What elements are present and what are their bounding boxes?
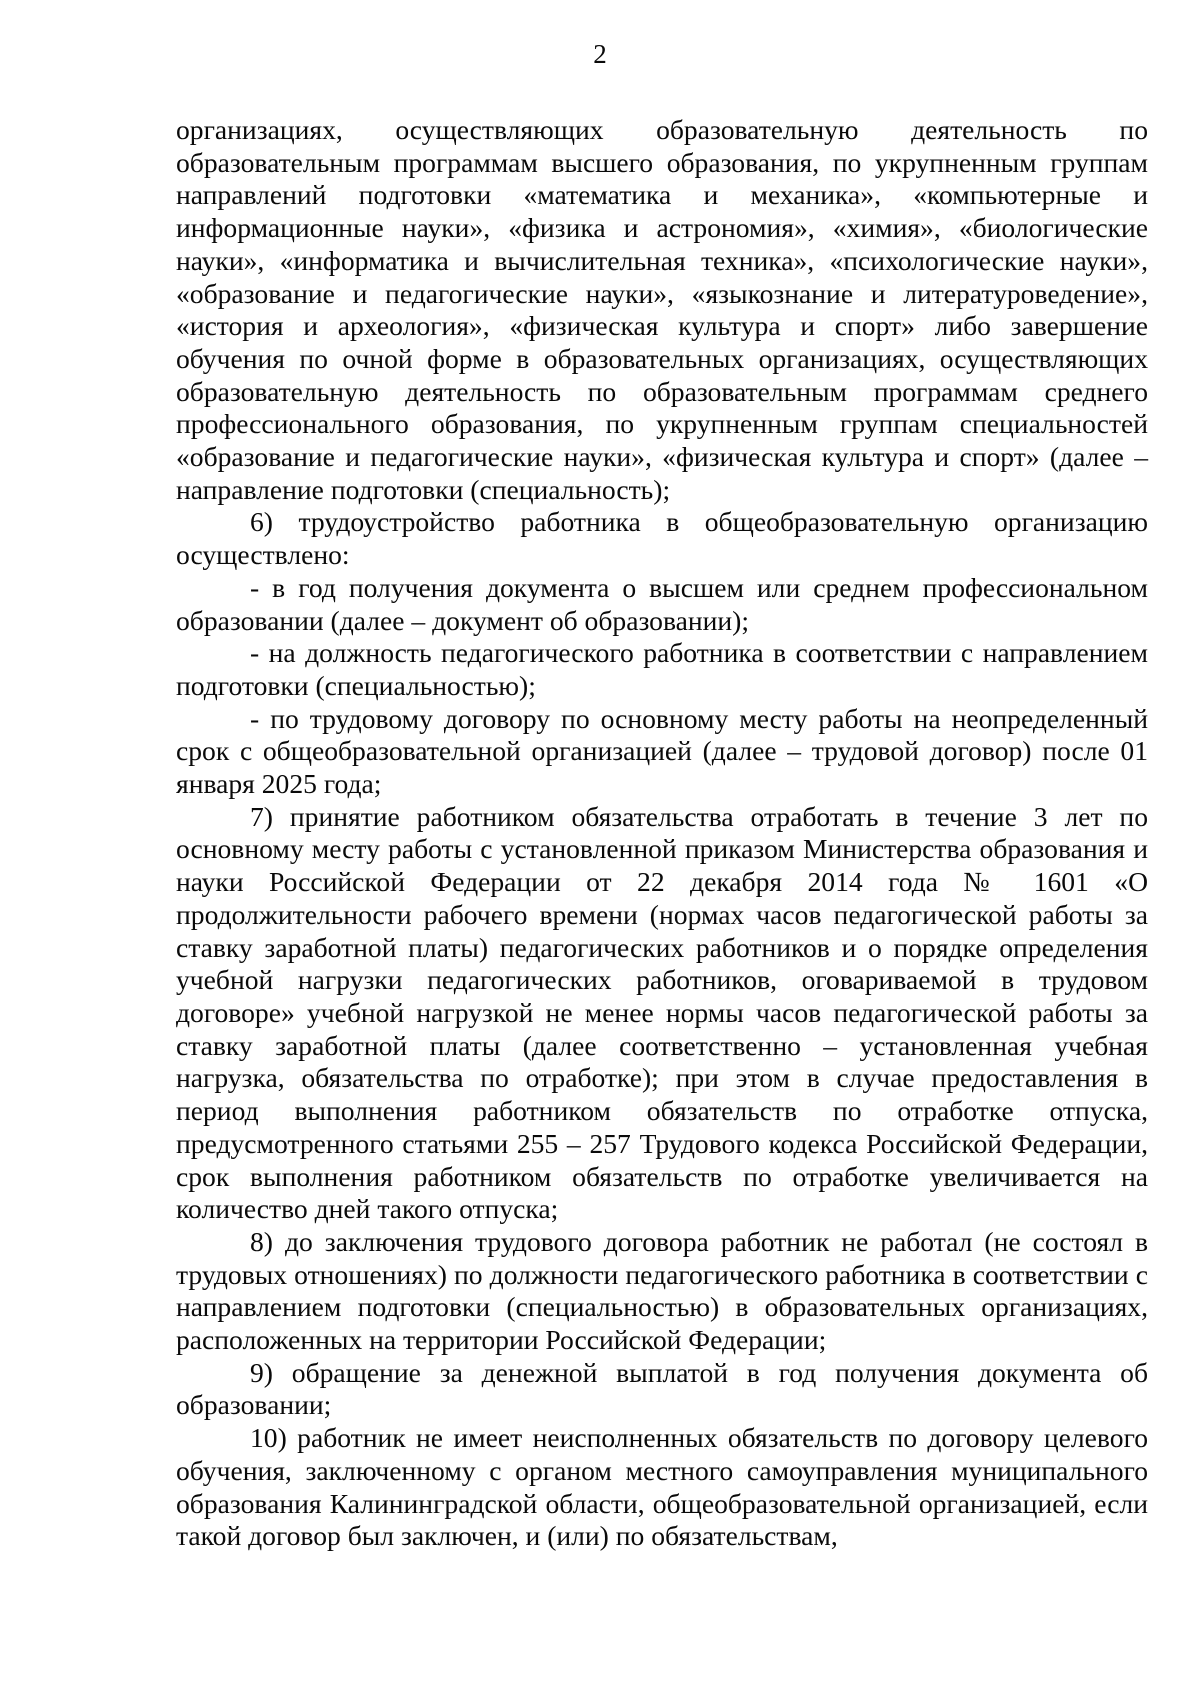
document-body [176, 114, 1148, 1553]
paragraph-item-7: 7) принятие работником обязательства отработать в течение 3 лет по основному месту работы с установленной приказом Министерства образования и науки Российской Федерации от 22 декабря 2014 года № 1601 «О продолжительности рабочего времени (нормах часов педагогической работы за ставку заработной платы) педагогических работников и о порядке определения учебной нагрузки педагогических работников, оговариваемой в трудовом договоре» учебной нагрузкой не менее нормы часов педагогической работы за ставку заработной платы (далее соответственно – установленная учебная нагрузка, обязательства по отработке); при этом в случае предоставления в период выполнения работником обязательств по отработке отпуска, предусмотренного статьями 255 – 257 Трудового кодекса Российской Федерации, срок выполнения работником обязательств по отработке увеличивается на количество дней такого отпуска; [176, 800, 1148, 1225]
paragraph-continuation: организациях, осуществляющих образовательную деятельность по образовательным программам высшего образования, по укрупненным группам направлений подготовки «математика и механика», «компьютерные и информационные науки», «физика и астрономия», «химия», «биологические науки», «информатика и вычислительная техника», «психологические науки», «образование и педагогические науки», «языкознание и литературоведение», «история и археология», «физическая культура и спорт» либо завершение обучения по очной форме в образовательных организациях, осуществляющих образовательную деятельность по образовательным программам среднего профессионального образования, по укрупненным группам специальностей «образование и педагогические науки», «физическая культура и спорт» (далее – направление подготовки (специальность); [176, 114, 1148, 505]
paragraph-item-10: 10) работник не имеет неисполненных обязательств по договору целевого обучения, заключенному с органом местного самоуправления муниципального образования Калининградской области, общеобразовательной организацией, если такой договор был заключен, и (или) по обязательствам, [176, 1422, 1148, 1552]
paragraph-subitem-document-year: - в год получения документа о высшем или среднем профессиональном образовании (далее – документ об образовании); [176, 571, 1148, 636]
paragraph-item-8: 8) до заключения трудового договора работник не работал (не состоял в трудовых отношениях) по должности педагогического работника в соответствии с направлением подготовки (специальностью) в образовательных организациях, расположенных на территории Российской Федерации; [176, 1225, 1148, 1356]
page-number: 2 [593, 39, 607, 69]
paragraph-item-9: 9) обращение за денежной выплатой в год получения документа об образовании; [176, 1356, 1148, 1421]
paragraph-subitem-position: - на должность педагогического работника в соответствии с направлением подготовки (специальностью); [176, 637, 1148, 701]
paragraph-subitem-contract: - по трудовому договору по основному месту работы на неопределенный срок с общеобразовательной организацией (далее – трудовой договор) после 01 января 2025 года; [176, 702, 1148, 800]
paragraph-item-6: 6) трудоустройство работника в общеобразовательную организацию осуществлено: [176, 506, 1148, 571]
